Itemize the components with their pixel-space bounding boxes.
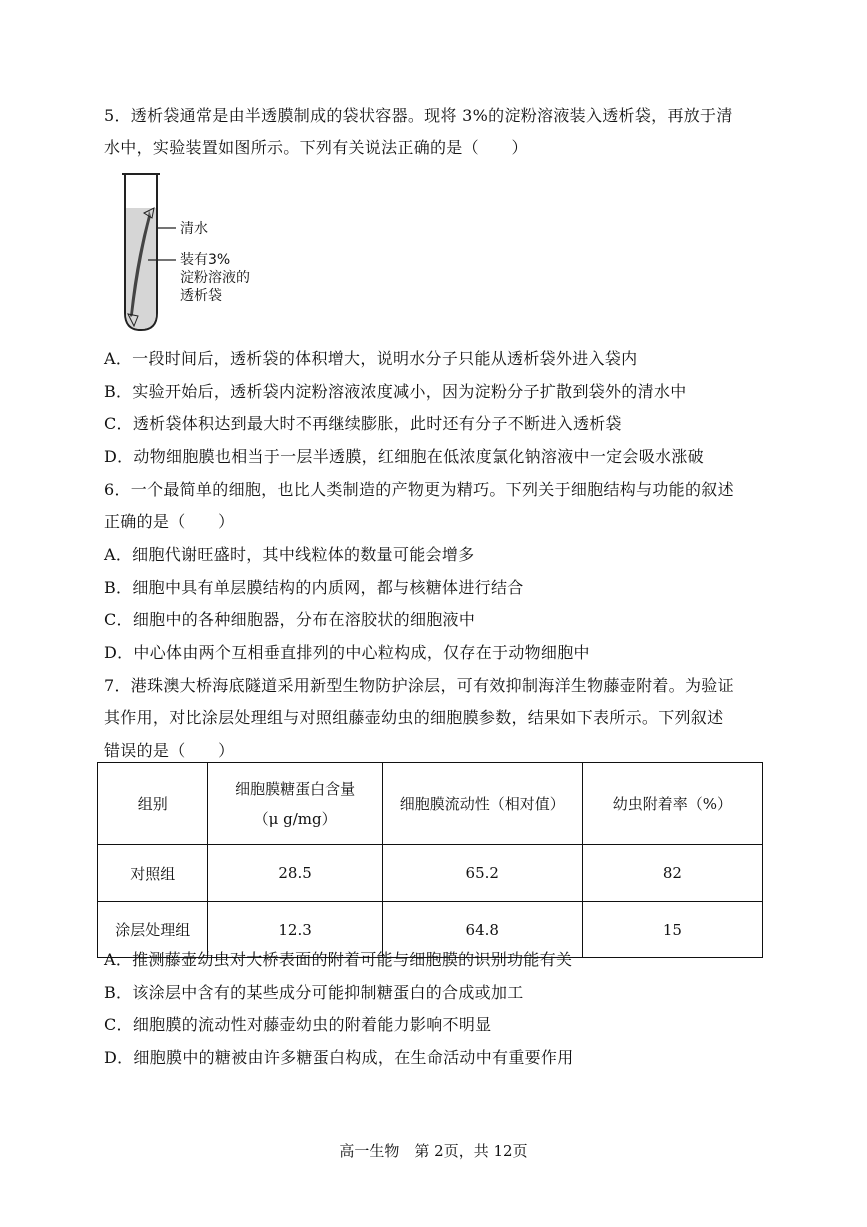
q5-option-d: D．动物细胞膜也相当于一层半透膜，红细胞在低浓度氯化钠溶液中一定会吸水涨破 xyxy=(104,447,704,466)
q5-option-a: A．一段时间后，透析袋的体积增大，说明水分子只能从透析袋外进入袋内 xyxy=(104,349,638,368)
table-row xyxy=(98,845,763,902)
page-footer: 高一生物 第 2页，共 12页 xyxy=(339,1142,528,1160)
label-water: 清水 xyxy=(180,221,208,237)
header-attachment-rate: 幼虫附着率（%） xyxy=(582,763,762,845)
q7-option-a: A．推测藤壶幼虫对大桥表面的附着可能与细胞膜的识别功能有关 xyxy=(104,950,573,969)
cell-glycoprotein: 28.5 xyxy=(208,845,382,902)
q6-option-a: A．细胞代谢旺盛时，其中线粒体的数量可能会增多 xyxy=(104,545,475,564)
test-tube-figure xyxy=(118,168,278,338)
q5-option-c: C．透析袋体积达到最大时不再继续膨胀，此时还有分子不断进入透析袋 xyxy=(104,414,622,433)
cell-attachment-rate: 82 xyxy=(582,845,762,902)
cell-attachment-rate: 15 xyxy=(582,902,762,958)
q6-stem-line2: 正确的是（ ） xyxy=(104,512,235,531)
q7-option-c: C．细胞膜的流动性对藤壶幼虫的附着能力影响不明显 xyxy=(104,1015,492,1034)
q7-stem-line1: 7．港珠澳大桥海底隧道采用新型生物防护涂层，可有效抑制海洋生物藤壶附着。为验证 xyxy=(104,676,734,695)
cell-group: 涂层处理组 xyxy=(98,902,208,958)
label-bag-3: 透析袋 xyxy=(180,288,222,304)
header-glycoprotein xyxy=(208,763,382,845)
header-group: 组别 xyxy=(98,763,208,845)
table-header-row xyxy=(98,763,763,845)
cell-glycoprotein: 12.3 xyxy=(208,902,382,958)
label-bag-2: 淀粉溶液的 xyxy=(180,270,250,286)
header-glycoprotein-line1: 细胞膜糖蛋白含量 xyxy=(235,779,356,798)
q5-stem-line2: 水中，实验装置如图所示。下列有关说法正确的是（ ） xyxy=(104,138,528,157)
header-fluidity: 细胞膜流动性（相对值） xyxy=(382,763,582,845)
cell-fluidity: 65.2 xyxy=(382,845,582,902)
q6-option-c: C．细胞中的各种细胞器，分布在溶胶状的细胞液中 xyxy=(104,610,476,629)
q6-option-b: B．细胞中具有单层膜结构的内质网，都与核糖体进行结合 xyxy=(104,578,524,597)
q7-option-b: B．该涂层中含有的某些成分可能抑制糖蛋白的合成或加工 xyxy=(104,983,524,1002)
cell-fluidity: 64.8 xyxy=(382,902,582,958)
q7-stem-line2: 其作用，对比涂层处理组与对照组藤壶幼虫的细胞膜参数，结果如下表所示。下列叙述 xyxy=(104,708,724,727)
q5-option-b: B．实验开始后，透析袋内淀粉溶液浓度减小，因为淀粉分子扩散到袋外的清水中 xyxy=(104,382,687,401)
q5-stem-line1: 5．透析袋通常是由半透膜制成的袋状容器。现将 3%的淀粉溶液装入透析袋，再放于清 xyxy=(104,106,733,125)
q7-stem-line3: 错误的是（ ） xyxy=(104,741,235,760)
q7-option-d: D．细胞膜中的糖被由许多糖蛋白构成，在生命活动中有重要作用 xyxy=(104,1048,574,1067)
q6-stem-line1: 6．一个最简单的细胞，也比人类制造的产物更为精巧。下列关于细胞结构与功能的叙述 xyxy=(104,480,734,499)
cell-group: 对照组 xyxy=(98,845,208,902)
q6-option-d: D．中心体由两个互相垂直排列的中心粒构成，仅存在于动物细胞中 xyxy=(104,643,590,662)
header-glycoprotein-unit: （μ g/mg） xyxy=(253,809,337,828)
results-table xyxy=(97,762,763,958)
label-bag-1: 装有3% xyxy=(180,252,231,268)
